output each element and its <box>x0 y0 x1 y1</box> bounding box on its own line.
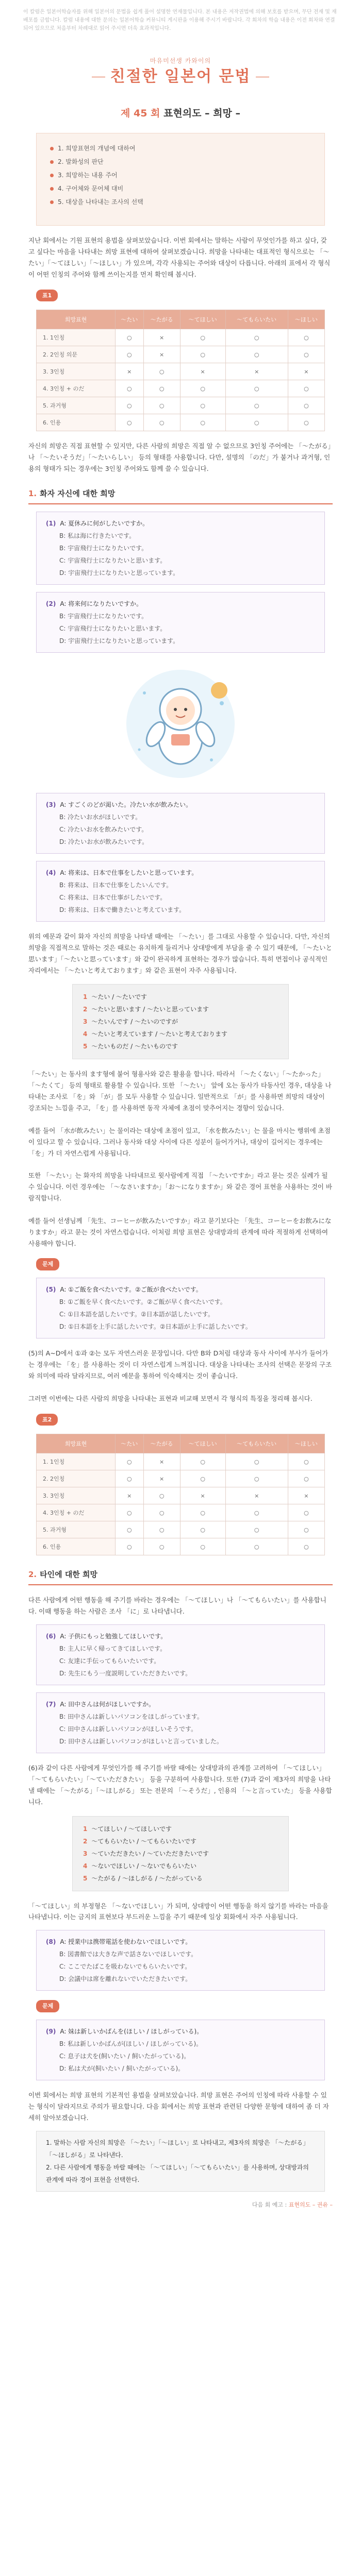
table-cell: ○ <box>143 380 180 397</box>
next-lesson-note: 다음 회 예고 : 표현의도 – 권유 – <box>252 2201 333 2208</box>
table-row <box>37 1521 325 1538</box>
table-cell: ○ <box>143 363 180 380</box>
table-cell: ○ <box>143 1538 180 1555</box>
example-text: C: 田中さんは新しいパソコンがほしいそうです。 <box>59 1725 198 1733</box>
table-cell: ○ <box>143 1521 180 1538</box>
example-line <box>46 904 315 916</box>
goal-item: 2. 발화성의 판단 <box>50 155 311 168</box>
table-header-row <box>37 310 325 329</box>
table-row <box>37 346 325 363</box>
pattern-text: ～たがる / ～ほしがる / ～たがっている <box>91 1874 203 1882</box>
example-8 <box>36 1930 325 1991</box>
bullet-icon <box>50 160 54 164</box>
table1-badge: 표1 <box>36 290 58 301</box>
table-cell: ○ <box>116 380 144 397</box>
table-header-cell: ～てほしい <box>180 310 225 329</box>
table-cell: ○ <box>180 1453 225 1470</box>
pattern-number: 4 <box>83 1862 88 1870</box>
pattern-text: ～たいものだ / ～たいものです <box>91 1043 178 1050</box>
example-2 <box>36 592 325 653</box>
pattern-line <box>83 1003 278 1015</box>
example-line <box>46 1320 315 1333</box>
exercise-badge: 문제 <box>36 1258 59 1270</box>
example-1 <box>36 512 325 585</box>
table-cell: ○ <box>180 397 225 414</box>
table-cell: ○ <box>180 1504 225 1521</box>
table2-caption <box>36 1414 325 1426</box>
pattern-line <box>83 1015 278 1028</box>
table-cell: ○ <box>116 1521 144 1538</box>
table-header-cell: ～ほしい <box>288 310 324 329</box>
table1-caption <box>36 290 325 302</box>
table-cell: × <box>116 363 144 380</box>
example-text: B: 将来は、日本で仕事をしたいんです。 <box>59 881 173 889</box>
table-header-cell: ～たがる <box>143 1434 180 1453</box>
pattern-text: ～てもらいたい / ～てもらいたいです <box>91 1837 197 1845</box>
example-line <box>46 1667 315 1680</box>
example-text: D: 会議中は席を離れないでいただきたいです。 <box>59 1975 192 1983</box>
body-paragraph-4: (5)의 A~D에서 ①과 ②는 모두 자연스러운 문장입니다. 다만 B와 D처럼 대상과 동사 사이에 부사가 들어가는 경우에는 「を」를 사용하는 것이 더 자연스럽게 느껴집니다. 대상을 나타내는 조사의 선택은 문장의 구조와 의미에 따라 달라지므로, 여러 예문을 통하여 익숙해지는 것이 좋습니다. 그러면 이번에는 다른 사람의 희망을 나타내는 표현과 비교해 보면서 각 형식의 특징을 정리해 봅시다. <box>28 1349 332 1402</box>
table-cell: × <box>143 346 180 363</box>
pattern-number: 2 <box>83 1837 88 1845</box>
pattern-number: 4 <box>83 1030 88 1038</box>
example-line <box>46 823 315 836</box>
pattern-text: ～たいんです / ～たいのですが <box>91 1018 178 1026</box>
example-text: C: 息子は犬を(飼いたい / 飼いたがっている)。 <box>59 2053 190 2060</box>
body-paragraph-5: 다른 사람에게 어떤 행동을 해 주기를 바라는 경우에는 「～てほしい」나 「～てもらいたい」를 사용합니다. 이때 행동을 하는 사람은 조사 「に」로 나타냅니다. <box>28 1596 326 1616</box>
example-7 <box>36 1692 325 1753</box>
example-line <box>46 2050 315 2062</box>
table-cell: ○ <box>116 1538 144 1555</box>
pattern-text: ～たいと考えています / ～たいと考えております <box>91 1030 228 1038</box>
table-cell: × <box>143 1453 180 1470</box>
example-text: C: ここでたばこを吸わないでもらいたいです。 <box>59 1963 191 1971</box>
pattern-number: 1 <box>83 993 88 1001</box>
example-text: A: ①ご飯を食べたいです。②ご飯が食べたいです。 <box>60 1286 202 1294</box>
bullet-icon <box>50 200 54 204</box>
row-label: 1. 1인칭 <box>37 329 116 346</box>
example-number: (9) <box>46 2028 56 2035</box>
table-cell: × <box>288 1487 324 1504</box>
exercise-1-head <box>36 1258 325 1270</box>
example-text: D: 宇宙飛行士になりたいと思っています。 <box>59 637 179 645</box>
pattern-number: 3 <box>83 1850 88 1857</box>
example-text: B: 田中さんは新しいパソコンをほしがっています。 <box>59 1713 203 1720</box>
example-number: (1) <box>46 519 56 527</box>
table-row <box>37 1453 325 1470</box>
table-cell: ○ <box>288 1538 324 1555</box>
row-label: 4. 3인칭 + のだ <box>37 1504 116 1521</box>
row-label: 2. 2인칭 의문 <box>37 346 116 363</box>
row-label: 4. 3인칭 + のだ <box>37 380 116 397</box>
example-text: A: 将来は、日本で仕事をしたいと思っています。 <box>60 869 198 876</box>
table-cell: × <box>143 1470 180 1487</box>
pattern-line <box>83 991 278 1003</box>
series-title-text: 친절한 일본어 문법 <box>110 67 251 86</box>
table-cell: ○ <box>288 346 324 363</box>
table-cell: ○ <box>288 1470 324 1487</box>
table-row <box>37 329 325 346</box>
example-text: D: 将来は、日本で働きたいと考えています。 <box>59 906 186 913</box>
example-4 <box>36 861 325 922</box>
table-cell: ○ <box>180 346 225 363</box>
exercise-badge: 문제 <box>36 2000 59 2012</box>
body-paragraph-2: 위의 예문과 같이 화자 자신의 희망을 나타낼 때에는 「～たい」를 그대로 사용할 수 있습니다. 다만, 자신의 희망을 직접적으로 말하는 것은 때로는 유치하게 들리거나 상대방에게 부담을 줄 수 있기 때문에, 「～たいと思います」「～たいと思っています」와 같이 완곡하게 표현하는 경우가 많습니다. 특히 면접이나 공식적인 자리에서는 「～たいと考えております」와 같은 표현이 자주 사용됩니다. <box>28 932 333 974</box>
example-line <box>46 1936 315 1948</box>
goal-list <box>50 142 311 209</box>
summary-item: 1. 말하는 사람 자신의 희망은 「～たい」「～ほしい」로 나타내고, 제3자의 희망은 「～たがる」「～ほしがる」로 나타낸다. <box>46 2139 309 2159</box>
astronaut-icon <box>108 662 253 786</box>
pattern-line <box>83 1872 278 1885</box>
example-line <box>46 610 315 622</box>
pattern-text: ～たいと思います / ～たいと思っています <box>91 1006 209 1013</box>
example-text: A: すごくのどが渇いた。冷たい水が飲みたい。 <box>60 801 192 808</box>
table-header-cell: ～たい <box>116 1434 144 1453</box>
series-title <box>0 66 361 87</box>
table-header-cell: ～てもらいたい <box>225 1434 288 1453</box>
example-line <box>46 1642 315 1655</box>
table-cell: ○ <box>180 1538 225 1555</box>
example-number: (3) <box>46 801 56 808</box>
example-text: D: 私は犬が(飼いたい / 飼いたがっている)。 <box>59 2065 185 2072</box>
pattern-number: 5 <box>83 1874 88 1882</box>
example-text: A: 子供にもっと勉強してほしいです。 <box>60 1633 167 1640</box>
body-paragraph-8: 이번 회에서는 희망 표현의 기본적인 용법을 살펴보았습니다. 희망 표현은 주어의 인칭에 따라 사용할 수 있는 형식이 달라지므로 주의가 필요합니다. 다음 회에서는 희망 표현과 관련된 다양한 문형에 대하여 좀 더 자세히 알아보겠습니다. <box>28 2091 329 2122</box>
example-text: B: 宇宙飛行士になりたいです。 <box>59 544 148 552</box>
example-line <box>46 567 315 579</box>
example-text: A: 妹は新しいかばんを(ほしい / ほしがっている)。 <box>60 2028 203 2035</box>
table-cell: ○ <box>288 397 324 414</box>
example-text: A: 田中さんは何がほしいですか。 <box>60 1701 155 1708</box>
row-label: 5. 과거형 <box>37 397 116 414</box>
example-text: C: 将来は、日本で仕事がしたいです。 <box>59 893 167 901</box>
example-line <box>46 1296 315 1308</box>
copyright-notice: 이 칼럼은 일본어학습자를 위해 일본어의 문법을 쉽게 풀어 설명한 연재물입니다. 본 내용은 저작권법에 의해 보호를 받으며, 무단 전재 및 재배포를 금합니다. 칼럼 내용에 대한 문의는 일본어학습 커뮤니티 게시판을 이용해 주시기 바랍니다. 각 회차의 학습 내용은 이전 회차와 연결되어 있으므로 처음부터 차례대로 읽어 주시면 더욱 효과적입니다. <box>23 9 337 31</box>
table-row <box>37 1504 325 1521</box>
table-header-cell: ～てもらいたい <box>225 310 288 329</box>
pattern-number: 3 <box>83 1018 88 1026</box>
table-cell: ○ <box>225 1538 288 1555</box>
table-row <box>37 1538 325 1555</box>
table-cell: × <box>225 1487 288 1504</box>
pattern-box-1 <box>72 984 289 1059</box>
table-header-cell: ～たい <box>116 310 144 329</box>
example-line <box>46 542 315 554</box>
example-line <box>46 2038 315 2050</box>
table-cell: × <box>180 363 225 380</box>
example-text: D: ①日本語を上手に話したいです。②日本語が上手に話したいです。 <box>59 1323 252 1331</box>
table-cell: ○ <box>225 414 288 431</box>
table2-badge: 표2 <box>36 1414 58 1426</box>
table-cell: ○ <box>225 1453 288 1470</box>
example-line <box>46 836 315 848</box>
table-header-cell: 희망표현 <box>37 310 116 329</box>
example-line <box>46 1283 315 1296</box>
pattern-line <box>83 1823 278 1835</box>
pattern-text: ～てほしい / ～てほしいです <box>91 1825 172 1833</box>
example-line <box>46 811 315 823</box>
table-row <box>37 414 325 431</box>
exercise-1 <box>36 1278 325 1338</box>
pattern-line <box>83 1028 278 1040</box>
pattern-number: 5 <box>83 1043 88 1050</box>
table-cell: ○ <box>288 1521 324 1538</box>
pattern-line <box>83 1040 278 1053</box>
example-text: C: 友達に手伝ってもらいたいです。 <box>59 1657 160 1665</box>
exercise-2 <box>36 2020 325 2080</box>
series-header <box>0 56 361 100</box>
deco-bar-left <box>92 76 105 78</box>
bullet-icon <box>50 147 54 150</box>
astronaut-illustration <box>108 662 253 786</box>
table-cell: ○ <box>116 1453 144 1470</box>
table-cell: ○ <box>225 1521 288 1538</box>
pattern-box-2 <box>72 1816 289 1891</box>
example-line <box>46 1973 315 1985</box>
table-cell: ○ <box>116 329 144 346</box>
table-header-row <box>37 1434 325 1453</box>
example-text: B: 私は新しいかばんが(ほしい / ほしがっている)。 <box>59 2040 203 2047</box>
row-label: 3. 3인칭 <box>37 1487 116 1504</box>
goal-item: 1. 희망표현의 개념에 대하여 <box>50 142 311 155</box>
next-lesson-link[interactable]: 표현의도 – 권유 – <box>288 2201 333 2208</box>
table-cell: ○ <box>116 414 144 431</box>
table-cell: ○ <box>288 414 324 431</box>
pattern-text: ～たい / ～たいです <box>91 993 147 1001</box>
example-line <box>46 1308 315 1320</box>
example-line <box>46 1723 315 1735</box>
example-text: B: 私は海に行きたいです。 <box>59 532 136 539</box>
table-cell: ○ <box>180 329 225 346</box>
row-label: 6. 인용 <box>37 1538 116 1555</box>
example-number: (7) <box>46 1701 56 1708</box>
summary-item: 2. 다른 사람에게 행동을 바랄 때에는 「～てほしい」「～てもらいたい」를 사용하며, 상대방과의 관계에 따라 경어 표현을 선택한다. <box>46 2163 309 2183</box>
example-number: (4) <box>46 869 56 876</box>
example-text: A: 授業中は携帯電話を使わないでほしいです。 <box>60 1938 192 1946</box>
table-row <box>37 363 325 380</box>
example-line <box>46 554 315 567</box>
learning-goals <box>36 133 325 226</box>
example-number: (6) <box>46 1633 56 1640</box>
example-text: C: 冷たいお水を飲みたいです。 <box>59 825 148 833</box>
bullet-icon <box>50 187 54 191</box>
example-text: B: ①ご飯を早く食べたいです。②ご飯が早く食べたいです。 <box>59 1298 226 1306</box>
example-text: C: ①日本語を話したいです。②日本語が話したいです。 <box>59 1311 214 1318</box>
example-line <box>46 879 315 891</box>
table-row <box>37 380 325 397</box>
table-cell: × <box>288 363 324 380</box>
row-label: 2. 2인칭 <box>37 1470 116 1487</box>
example-text: D: 先生にもう一度説明していただきたいです。 <box>59 1670 192 1677</box>
table-cell: ○ <box>143 1487 180 1504</box>
pattern-text: ～ていただきたい / ～ていただきたいです <box>91 1850 209 1857</box>
table-1 <box>36 310 325 431</box>
table-cell: ○ <box>288 380 324 397</box>
pattern-number: 2 <box>83 1006 88 1013</box>
example-line <box>46 1960 315 1973</box>
example-line <box>46 635 315 647</box>
lesson-title <box>0 105 361 126</box>
lesson-title-text: 표현의도 – 희망 – <box>163 108 240 119</box>
example-line <box>46 1948 315 1960</box>
example-text: B: 冷たいお水がほしいです。 <box>59 813 142 821</box>
body-paragraph-7: 「～てほしい」의 부정형은 「～ないでほしい」가 되며, 상대방이 어떤 행동을 하지 않기를 바라는 마음을 나타냅니다. 이는 금지의 표현보다 부드러운 느낌을 주기 때문에 일상 회화에서 자주 사용됩니다. <box>28 1902 329 1921</box>
table-cell: ○ <box>225 329 288 346</box>
table-cell: ○ <box>180 414 225 431</box>
table-2 <box>36 1434 325 1555</box>
lesson-number: 제 45 회 <box>121 108 160 119</box>
example-number: (5) <box>46 1286 56 1294</box>
table-header-cell: ～ほしい <box>288 1434 324 1453</box>
table-cell: ○ <box>225 380 288 397</box>
body-paragraph-6: (6)과 같이 다른 사람에게 무엇인가를 해 주기를 바랄 때에는 상대방과의 관계를 고려하여 「～てほしい」「～てもらいたい」「～ていただきたい」 등을 구분하여 사용합니다. 또한 (7)과 같이 제3자의 희망을 나타낼 때에는 「～たがる」「～ほしがる」 또는 전문의 「～そうだ」, 인용의 「～と言っていた」 등을 사용합니다. <box>28 1764 332 1806</box>
goal-item: 3. 희망하는 내용 주어 <box>50 168 311 182</box>
table-cell: ○ <box>288 1453 324 1470</box>
table-cell: ○ <box>288 1504 324 1521</box>
table-row <box>37 1470 325 1487</box>
table-cell: ○ <box>180 1470 225 1487</box>
example-text: C: 宇宙飛行士になりたいと思います。 <box>59 624 167 632</box>
example-text: B: 図書館では大きな声で話さないでほしいです。 <box>59 1951 198 1958</box>
table-cell: ○ <box>116 346 144 363</box>
example-line <box>46 891 315 904</box>
table-cell: ○ <box>143 414 180 431</box>
example-line <box>46 1735 315 1748</box>
table-row <box>37 397 325 414</box>
goal-item: 5. 대상을 나타내는 조사의 선택 <box>50 195 311 209</box>
example-text: D: 宇宙飛行士になりたいと思っています。 <box>59 569 179 577</box>
pattern-line <box>83 1835 278 1848</box>
table-cell: ○ <box>116 1470 144 1487</box>
table-cell: ○ <box>116 1504 144 1521</box>
table-cell: ○ <box>225 1470 288 1487</box>
body-paragraph-3: 「～たい」는 동사의 ます형에 붙어 형용사와 같은 활용을 합니다. 따라서 「～たくない」「～たかった」「～たくて」 등의 형태로 활용할 수 있습니다. 또한 「～たい」 앞에 오는 동사가 타동사인 경우, 대상을 나타내는 조사로 「を」와 「が」를 모두 사용할 수 있습니다. 일반적으로 「が」를 사용하면 희망의 대상이 강조되는 느낌을 주고, 「を」를 사용하면 동작 자체에 초점이 맞추어지는 경향이 있습니다. 예를 들어 「水が飲みたい」는 물이라는 대상에 초점이 있고, 「水を飲みたい」는 물을 마시는 행위에 초점이 있다고 할 수 있습니다. 그러나 동사와 대상 사이에 다른 성분이 들어가거나, 대상이 길어지는 경우에는 「を」가 더 자연스럽게 사용됩니다. 또한 「～たい」는 화자의 희망을 나타내므로 윗사람에게 직접 「～たいですか」라고 묻는 것은 실례가 될 수 있습니다. 이런 경우에는 「～なさいますか」「お～になりますか」와 같은 경어 표현을 사용하는 것이 바람직합니다. 예를 들어 선생님께 「先生、コーヒーが飲みたいですか」라고 묻기보다는 「先生、コーヒーをお飲みになりますか」라고 묻는 것이 자연스럽습니다. 이처럼 희망 표현은 상대방과의 관계에 따라 적절하게 선택하여 사용해야 합니다. <box>28 1070 332 1247</box>
table-cell: ○ <box>180 1521 225 1538</box>
example-text: A: 将来何になりたいですか。 <box>60 600 143 607</box>
example-line <box>46 1710 315 1723</box>
example-text: A: 夏休みに何がしたいですか。 <box>60 519 149 527</box>
table-cell: × <box>116 1487 144 1504</box>
example-line <box>46 517 315 530</box>
deco-bar-right <box>256 76 269 78</box>
example-line <box>46 2062 315 2075</box>
table-row <box>37 1487 325 1504</box>
example-line <box>46 622 315 635</box>
pattern-line <box>83 1860 278 1872</box>
section-2-heading: 2. 타인에 대한 희망 <box>28 1568 333 1585</box>
example-text: D: 田中さんは新しいパソコンがほしいと言っていました。 <box>59 1738 223 1745</box>
example-number: (2) <box>46 600 56 607</box>
table-cell: × <box>225 363 288 380</box>
table-cell: ○ <box>288 329 324 346</box>
table-cell: × <box>143 329 180 346</box>
row-label: 6. 인용 <box>37 414 116 431</box>
table-cell: ○ <box>180 380 225 397</box>
example-text: B: 宇宙飛行士になりたいです。 <box>59 612 148 620</box>
table-header-cell: 희망표현 <box>37 1434 116 1453</box>
example-line <box>46 867 315 879</box>
table-cell: ○ <box>225 1504 288 1521</box>
goal-item: 4. 구어체와 문어체 대비 <box>50 182 311 195</box>
table-cell: ○ <box>225 397 288 414</box>
example-line <box>46 799 315 811</box>
example-text: B: 主人に早く帰ってきてほしいです。 <box>59 1645 167 1652</box>
example-line <box>46 2025 315 2038</box>
summary-box <box>36 2131 325 2192</box>
pattern-number: 1 <box>83 1825 88 1833</box>
section-1-heading: 1. 화자 자신에 대한 희망 <box>28 487 333 504</box>
example-line <box>46 1655 315 1667</box>
example-line <box>46 1630 315 1642</box>
row-label: 3. 3인칭 <box>37 363 116 380</box>
table1-note: 자신의 희망은 직접 표현할 수 있지만, 다른 사람의 희망은 직접 알 수 없으므로 3인칭 주어에는 「～たがる」나 「～たいそうだ」「～たいらしい」 등의 형태를 사용합니다. 다만, 설명의 「のだ」가 붙거나 과거형, 인용의 형태가 되는 경우에는 3인칭 주어와도 함께 쓸 수 있습니다. <box>28 442 332 472</box>
table-cell: ○ <box>116 397 144 414</box>
table-cell: ○ <box>225 346 288 363</box>
example-text: C: 宇宙飛行士になりたいと思います。 <box>59 556 167 564</box>
pattern-text: ～ないでほしい / ～ないでもらいたい <box>91 1862 197 1870</box>
table-cell: × <box>180 1487 225 1504</box>
row-label: 1. 1인칭 <box>37 1453 116 1470</box>
pattern-line <box>83 1848 278 1860</box>
table-header-cell: ～てほしい <box>180 1434 225 1453</box>
table-cell: ○ <box>143 1504 180 1521</box>
example-3 <box>36 793 325 854</box>
bullet-icon <box>50 174 54 177</box>
intro-paragraph: 지난 회에서는 기원 표현의 용법을 살펴보았습니다. 이번 회에서는 말하는 사람이 무엇인가를 하고 싶다, 갖고 싶다는 마음을 나타내는 희망 표현에 대하여 살펴보겠습니다. 희망을 나타내는 대표적인 형식으로는 「～たい」「～てほしい」「～ほしい」가 있으며, 각각 사용되는 주어와 대상이 다릅니다. 아래의 표에서 각 형식이 어떤 인칭의 주어와 함께 쓰이는지를 먼저 확인해 봅시다. <box>28 236 331 278</box>
table-cell: ○ <box>143 397 180 414</box>
example-number: (8) <box>46 1938 56 1946</box>
exercise-2-head <box>36 2000 325 2012</box>
example-line <box>46 1698 315 1710</box>
example-6 <box>36 1624 325 1685</box>
example-text: D: 冷たいお水が飲みたいです。 <box>59 838 149 845</box>
table-header-cell: ～たがる <box>143 310 180 329</box>
example-line <box>46 598 315 610</box>
row-label: 5. 과거형 <box>37 1521 116 1538</box>
series-subtitle: 마유미선생 카와이의 <box>150 57 211 64</box>
example-line <box>46 530 315 542</box>
